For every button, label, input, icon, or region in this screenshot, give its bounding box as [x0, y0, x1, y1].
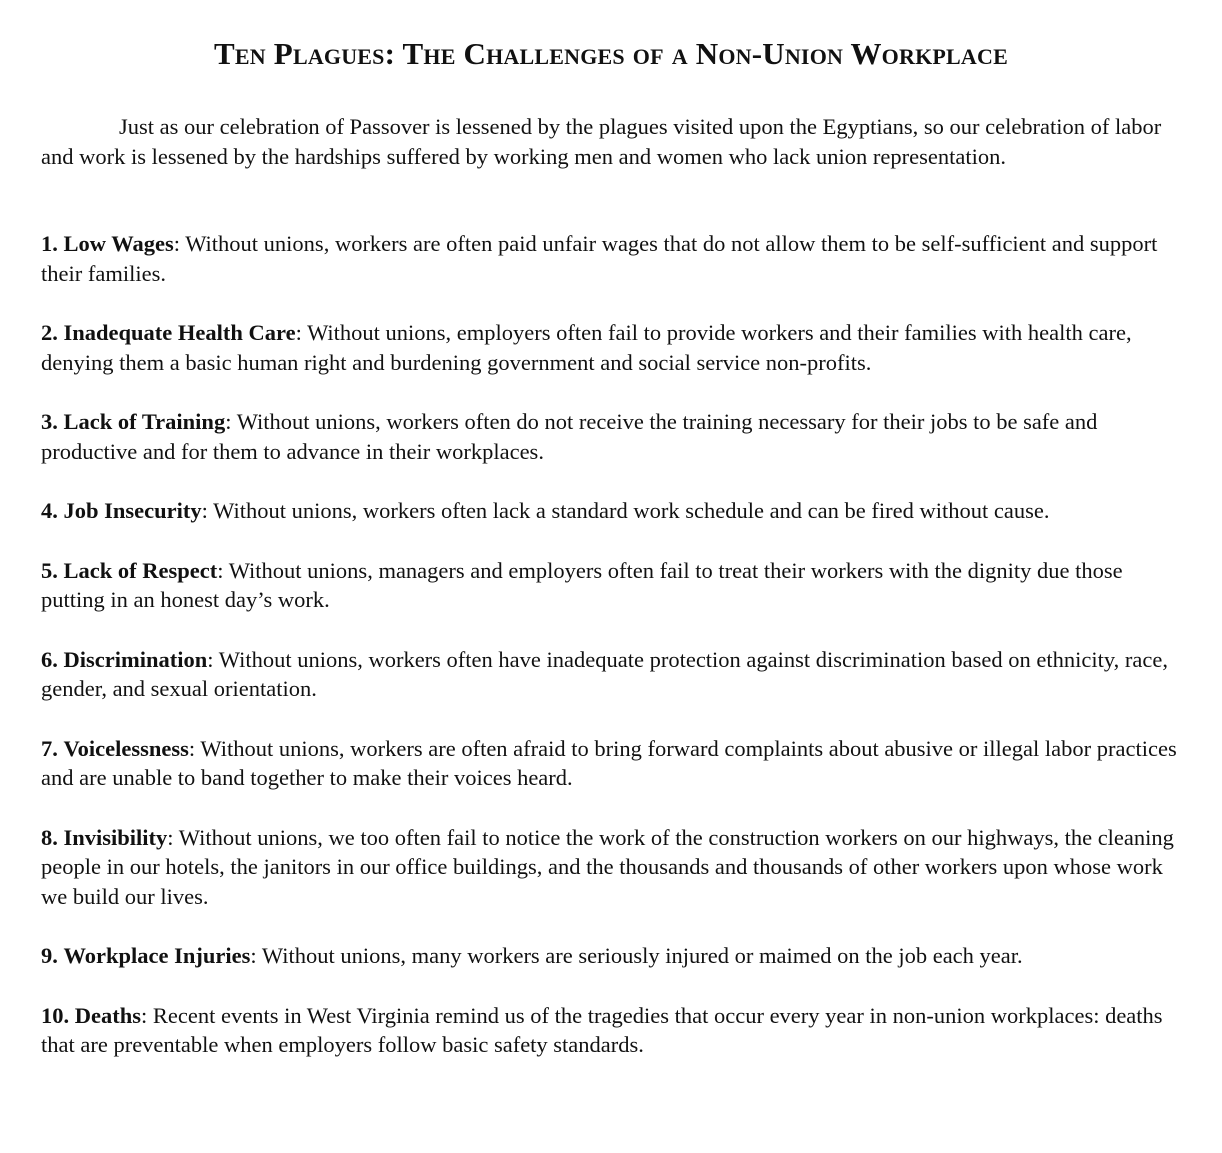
plague-number: 5.: [41, 557, 58, 583]
plague-description: Without unions, workers often have inadequate protection against discrimination based on ethnicity, race, gender, and sexual orientation.: [41, 646, 1168, 701]
plague-name: Job Insecurity: [63, 498, 202, 523]
plague-description: Without unions, workers are often afraid to bring forward complaints about abusive or illegal labor practices and are unable to band together to make their voices heard.: [41, 735, 1177, 790]
plague-number: 9.: [41, 943, 58, 968]
plague-description: Without unions, managers and employers often fail to treat their workers with the dignity due those putting in an honest day’s work.: [41, 557, 1123, 612]
plague-number: 1.: [41, 231, 58, 256]
plague-number: 6.: [41, 646, 58, 672]
plague-description: Without unions, many workers are seriously injured or maimed on the job each year.: [261, 943, 1023, 968]
document-title: Ten Plagues: The Challenges of a Non-Union Workplace: [214, 36, 1008, 71]
plague-description: Without unions, employers often fail to provide workers and their families with health care, denying them a basic human right and burdening government and social service non-profits.: [41, 320, 1132, 375]
plague-name: Inadequate Health Care: [63, 320, 296, 345]
plague-item: 1. Low Wages: Without unions, workers are often paid unfair wages that do not allow them to be self-sufficient and support their families.: [41, 231, 1158, 286]
plague-name: Voicelessness: [63, 735, 189, 761]
plague-item: 3. Lack of Training: Without unions, workers often do not receive the training necessary for their jobs to be safe and productive and for them to advance in their workplaces.: [41, 409, 1098, 464]
plague-number: 2.: [41, 320, 58, 345]
plague-item: 6. Discrimination: Without unions, workers often have inadequate protection against discrimination based on ethnicity, race, gender, and sexual orientation.: [41, 646, 1168, 701]
plague-name: Workplace Injuries: [63, 943, 251, 968]
plague-item: 2. Inadequate Health Care: Without unions, employers often fail to provide workers and their families with health care, denying them a basic human right and burdening government and social service non-profits.: [41, 320, 1132, 375]
plague-description: Recent events in West Virginia remind us of the tragedies that occur every year in non-union workplaces: deaths that are preventable when employers follow basic safety standards.: [41, 1002, 1163, 1057]
plague-item: 4. Job Insecurity: Without unions, workers often lack a standard work schedule and can be fired without cause.: [41, 498, 1050, 523]
plague-number: 4.: [41, 498, 58, 523]
plague-number: 3.: [41, 409, 58, 434]
plague-name: Lack of Respect: [63, 557, 218, 583]
plague-description: Without unions, workers often lack a standard work schedule and can be fired without cause.: [213, 498, 1050, 523]
plague-name: Deaths: [74, 1002, 141, 1028]
plague-number: 7.: [41, 735, 58, 761]
plague-item: 7. Voicelessness: Without unions, workers are often afraid to bring forward complaints about abusive or illegal labor practices and are unable to band together to make their voices heard.: [41, 735, 1177, 790]
plague-description: Without unions, workers are often paid unfair wages that do not allow them to be self-sufficient and support their families.: [41, 231, 1158, 286]
plague-name: Discrimination: [63, 646, 208, 672]
plague-item: 8. Invisibility: Without unions, we too often fail to notice the work of the construction workers on our highways, the cleaning people in our hotels, the janitors in our office buildings, and the thousands and thousands of other workers upon whose work we build our lives.: [41, 824, 1174, 909]
plague-description: Without unions, we too often fail to notice the work of the construction workers on our highways, the cleaning people in our hotels, the janitors in our office buildings, and the thousands and thousands of other workers upon whose work we build our lives.: [41, 824, 1174, 909]
plague-number: 8.: [41, 824, 58, 850]
plague-name: Invisibility: [63, 824, 168, 850]
intro-paragraph: Just as our celebration of Passover is lessened by the plagues visited upon the Egyptians, so our celebration of labor and work is lessened by the hardships suffered by working men and women who lack union representation.: [41, 114, 1162, 169]
plague-description: Without unions, workers often do not receive the training necessary for their jobs to be safe and productive and for them to advance in their workplaces.: [41, 409, 1098, 464]
plague-number: 10.: [41, 1002, 70, 1028]
plague-item: 9. Workplace Injuries: Without unions, many workers are seriously injured or maimed on the job each year.: [41, 943, 1023, 968]
plague-list: [41, 229, 1181, 1060]
plague-name: Low Wages: [63, 231, 174, 256]
plague-item: 10. Deaths: Recent events in West Virginia remind us of the tragedies that occur every year in non-union workplaces: deaths that are preventable when employers follow basic safety standards.: [41, 1002, 1163, 1057]
plague-name: Lack of Training: [63, 409, 226, 434]
document-page: [41, 34, 1181, 1090]
plague-item: 5. Lack of Respect: Without unions, managers and employers often fail to treat their workers with the dignity due those putting in an honest day’s work.: [41, 557, 1123, 612]
